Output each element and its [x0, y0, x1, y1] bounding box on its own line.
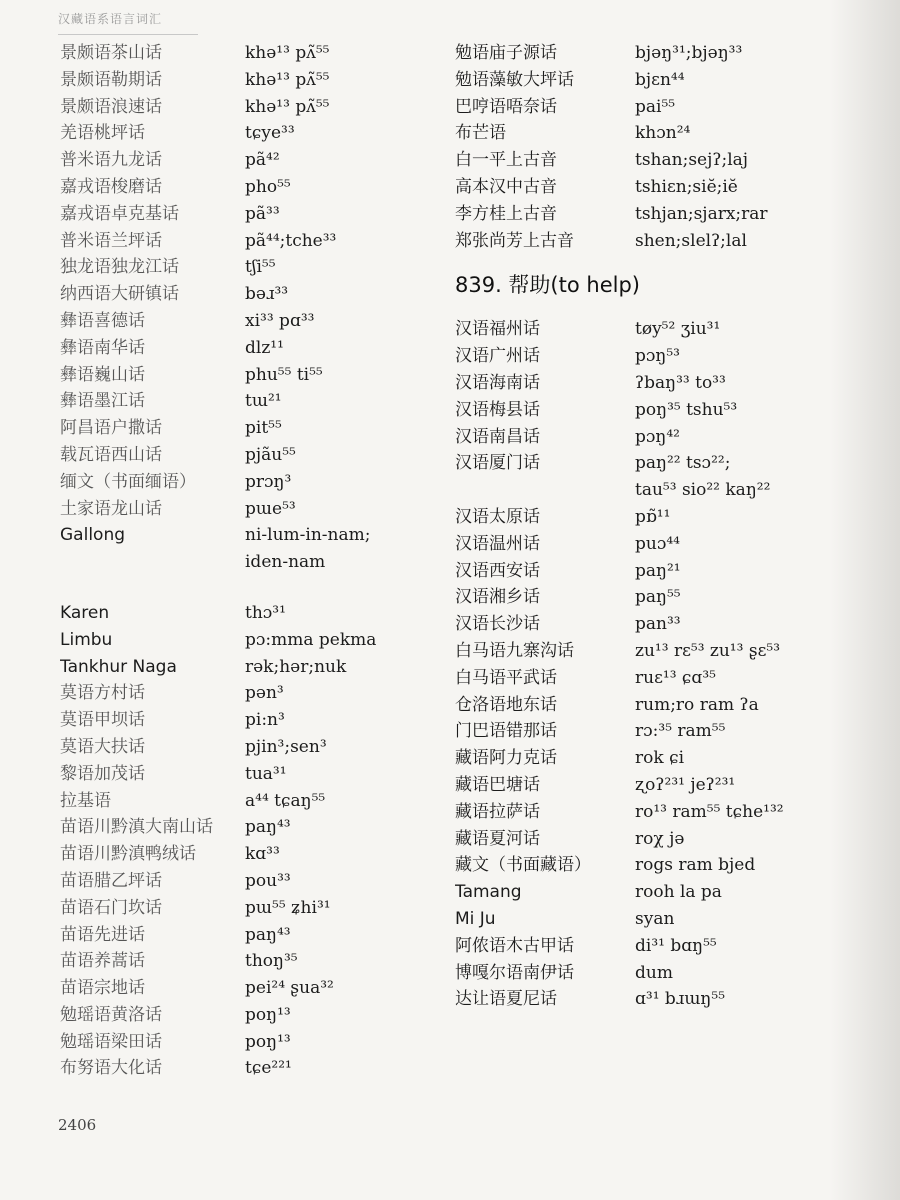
entry-row [455, 986, 795, 1013]
language-name: 土家语龙山话 [60, 498, 162, 519]
transcription: khə¹³ pʌ̃⁵⁵ [245, 96, 330, 117]
entry-row [455, 147, 795, 174]
entry-row [455, 120, 795, 147]
transcription: tau⁵³ sio²² kaŋ²² [635, 480, 771, 501]
transcription: pei²⁴ ʂua³² [245, 978, 334, 999]
language-name: 汉语梅县话 [455, 399, 540, 420]
transcription: xi³³ pɑ³³ [245, 310, 315, 331]
transcription: pɔŋ⁴² [635, 426, 680, 447]
entry-row [455, 228, 795, 255]
language-name: 景颇语浪速话 [60, 96, 162, 117]
entry-row [60, 469, 405, 496]
transcription: pho⁵⁵ [245, 176, 291, 197]
entry-row [60, 496, 405, 523]
language-name: 普米语九龙话 [60, 150, 162, 171]
language-name: 汉语海南话 [455, 372, 540, 393]
entry-row [60, 1055, 405, 1082]
entry-row [455, 906, 795, 933]
transcription: pɯe⁵³ [245, 498, 296, 519]
transcription: pã⁴² [245, 150, 280, 171]
entry-row [60, 40, 405, 67]
entry-row [455, 504, 795, 531]
transcription: bjɛn⁴⁴ [635, 69, 685, 90]
transcription: bjəŋ³¹;bjəŋ³³ [635, 43, 743, 63]
entry-row [455, 611, 795, 638]
language-name: 苗语养蒿话 [60, 951, 145, 972]
language-name: 彝语巍山话 [60, 364, 145, 385]
language-name: 布努语大化话 [60, 1058, 162, 1079]
entry-row [60, 1029, 405, 1056]
entry-row [60, 228, 405, 255]
language-name: 汉语广州话 [455, 346, 540, 367]
transcription: di³¹ bɑŋ⁵⁵ [635, 935, 717, 956]
entry-row [60, 975, 405, 1002]
transcription: pit⁵⁵ [245, 418, 282, 439]
language-name: Tamang [455, 882, 522, 903]
running-head: 汉藏语系语言词汇 [58, 10, 198, 35]
language-name: 苗语石门坎话 [60, 897, 162, 918]
entry-row [60, 362, 405, 389]
transcription: tshjan;sjarx;rar [635, 203, 768, 224]
entry-row [455, 67, 795, 94]
right-top-list [455, 40, 795, 254]
transcription: ruɛ¹³ ɕɑ³⁵ [635, 667, 716, 688]
language-name: 汉语福州话 [455, 319, 540, 340]
entry-row [455, 826, 795, 853]
entry-row [455, 477, 795, 504]
entry-row [60, 627, 405, 654]
transcription: a⁴⁴ tɕaŋ⁵⁵ [245, 790, 326, 811]
entry-row [60, 522, 405, 549]
entry-row [60, 549, 405, 576]
transcription: tshiɛn;siĕ;iĕ [635, 176, 738, 197]
transcription: khɔn²⁴ [635, 123, 691, 144]
transcription: dlz¹¹ [245, 337, 284, 358]
entry-row [455, 343, 795, 370]
language-name: 苗语川黔滇鸭绒话 [60, 844, 196, 865]
language-name: 汉语太原话 [455, 506, 540, 527]
entry-row [60, 788, 405, 815]
entry-row [455, 852, 795, 879]
entry-row [60, 442, 405, 469]
language-name: 黎语加茂话 [60, 763, 145, 784]
language-name: 白一平上古音 [455, 150, 557, 171]
transcription: pɒ̃¹¹ [635, 506, 671, 527]
transcription: tshan;sejʔ;laj [635, 150, 749, 171]
language-name: 藏语巴塘话 [455, 774, 540, 795]
language-name: 莫语甲坝话 [60, 710, 145, 731]
transcription: rɔ:³⁵ ram⁵⁵ [635, 721, 726, 742]
entry-row [455, 665, 795, 692]
entry-row [455, 450, 795, 477]
transcription: pã³³ [245, 203, 280, 224]
entry-row [455, 638, 795, 665]
language-name [455, 477, 635, 504]
entry-row [455, 799, 795, 826]
transcription: bəɹ³³ [245, 284, 289, 305]
entry-row [455, 879, 795, 906]
right-bottom-list [455, 316, 795, 1013]
entry-row [60, 335, 405, 362]
language-name: 藏语阿力克话 [455, 748, 557, 769]
language-name: 布芒语 [455, 123, 506, 144]
transcription: roχ jə [635, 828, 685, 849]
transcription: khə¹³ pʌ̃⁵⁵ [245, 69, 330, 90]
transcription: paŋ⁵⁵ [635, 587, 681, 608]
language-name: 莫语大扶话 [60, 736, 145, 757]
language-name: 高本汉中古音 [455, 176, 557, 197]
transcription: paŋ⁴³ [245, 817, 291, 838]
language-name: 勉语藻敏大坪话 [455, 69, 574, 90]
entry-row [60, 841, 405, 868]
entry-row [455, 370, 795, 397]
entry-row [60, 761, 405, 788]
transcription: ɑ³¹ bɹɯŋ⁵⁵ [635, 989, 726, 1010]
transcription: pɔ:mma pekma [245, 629, 377, 650]
transcription: iden-nam [245, 552, 326, 573]
language-name: 郑张尚芳上古音 [455, 230, 574, 251]
language-name: 缅文（书面缅语） [60, 471, 196, 492]
entry-row [455, 40, 795, 67]
entry-row [455, 201, 795, 228]
transcription: poŋ¹³ [245, 1004, 291, 1025]
language-name: 载瓦语西山话 [60, 444, 162, 465]
entry-row [60, 895, 405, 922]
entry-row [60, 281, 405, 308]
entry-row [60, 308, 405, 335]
entry-row [60, 868, 405, 895]
transcription: dum [635, 962, 673, 983]
entry-row [455, 960, 795, 987]
transcription: tɕye³³ [245, 123, 295, 144]
entry-row [455, 174, 795, 201]
entry-row [455, 424, 795, 451]
language-name: 苗语腊乙坪话 [60, 870, 162, 891]
language-name: 达让语夏尼话 [455, 989, 557, 1010]
entry-row [60, 94, 405, 121]
language-name: 巴哼语唔奈话 [455, 96, 557, 117]
transcription: thoŋ³⁵ [245, 951, 298, 972]
entry-row [60, 174, 405, 201]
transcription: pən³ [245, 683, 284, 704]
language-name: 藏文（书面藏语） [455, 855, 591, 876]
language-name: 白马语九寨沟话 [455, 640, 574, 661]
language-name: Karen [60, 602, 110, 623]
language-name: 勉瑶语黄洛话 [60, 1004, 162, 1025]
language-name: 汉语南昌话 [455, 426, 540, 447]
page-edge-shadow [830, 0, 900, 1200]
language-name: 李方桂上古音 [455, 203, 557, 224]
language-name: 苗语宗地话 [60, 978, 145, 999]
transcription: pjin³;sen³ [245, 736, 327, 757]
transcription: ʐoʔ²³¹ jeʔ²³¹ [635, 774, 736, 795]
entry-row [60, 814, 405, 841]
transcription: tɯ²¹ [245, 391, 282, 412]
language-name: Gallong [60, 525, 126, 546]
transcription: ʔbaŋ³³ to³³ [635, 372, 726, 393]
language-name: 苗语川黔滇大南山话 [60, 817, 213, 838]
transcription: thɔ³¹ [245, 602, 286, 623]
transcription: rok ɕi [635, 748, 685, 769]
entry-row [60, 922, 405, 949]
transcription: prɔŋ³ [245, 471, 292, 492]
transcription: rum;ro ram ʔa [635, 694, 759, 715]
language-name: 白马语平武话 [455, 667, 557, 688]
entry-row [60, 707, 405, 734]
entry-row [455, 772, 795, 799]
transcription: paŋ⁴³ [245, 924, 291, 945]
language-name: 汉语温州话 [455, 533, 540, 554]
transcription: tʃi⁵⁵ [245, 257, 276, 278]
transcription: kɑ³³ [245, 844, 280, 865]
language-name: 嘉戎语卓克基话 [60, 203, 179, 224]
entry-row [455, 531, 795, 558]
language-name: 仓洛语地东话 [455, 694, 557, 715]
language-name: 普米语兰坪话 [60, 230, 162, 251]
transcription: rogs ram bjed [635, 855, 756, 876]
language-name: 汉语长沙话 [455, 614, 540, 635]
entry-row [455, 692, 795, 719]
page-number: 2406 [58, 1116, 97, 1134]
entry-row [455, 718, 795, 745]
language-name: 博嘎尔语南伊话 [455, 962, 574, 983]
transcription: ro¹³ ram⁵⁵ tɕhe¹³² [635, 801, 784, 822]
language-name: 彝语墨江话 [60, 391, 145, 412]
language-name: 汉语西安话 [455, 560, 540, 581]
transcription: paŋ²² tsɔ²²; [635, 453, 731, 474]
language-name: 纳西语大研镇话 [60, 284, 179, 305]
entry-row [455, 584, 795, 611]
transcription: pɯ⁵⁵ ʑhi³¹ [245, 897, 331, 918]
transcription: shen;slelʔ;lal [635, 230, 747, 251]
entry-row [60, 948, 405, 975]
right-column [455, 40, 795, 1013]
language-name: Tankhur Naga [60, 656, 177, 677]
entry-row [60, 734, 405, 761]
entry-row [455, 745, 795, 772]
transcription: poŋ¹³ [245, 1031, 291, 1052]
transcription: tøy⁵² ʒiu³¹ [635, 319, 721, 340]
entry-row [60, 680, 405, 707]
language-name: 藏语拉萨话 [455, 801, 540, 822]
language-name: 门巴语错那话 [455, 721, 557, 742]
transcription: pi:n³ [245, 710, 285, 731]
transcription: pan³³ [635, 614, 681, 635]
entry-row [60, 120, 405, 147]
language-name [60, 549, 245, 576]
entry-row [60, 654, 405, 681]
language-name: 汉语湘乡话 [455, 587, 540, 608]
transcription: ni-lum-in-nam; [245, 525, 371, 546]
entry-row [455, 94, 795, 121]
transcription: rooh la pa [635, 882, 722, 903]
row-spacer [60, 576, 405, 600]
language-name: 藏语夏河话 [455, 828, 540, 849]
language-name: 苗语先进话 [60, 924, 145, 945]
entry-row [60, 388, 405, 415]
entry-row [60, 67, 405, 94]
language-name: 阿侬语木古甲话 [455, 935, 574, 956]
language-name: Mi Ju [455, 908, 496, 929]
transcription: tɕe²²¹ [245, 1058, 292, 1079]
entry-row [455, 558, 795, 585]
transcription: pjãu⁵⁵ [245, 444, 296, 465]
entry-row [455, 397, 795, 424]
transcription: khə¹³ pʌ̃⁵⁵ [245, 43, 330, 63]
left-column [60, 40, 405, 1082]
transcription: tua³¹ [245, 763, 287, 784]
language-name: 勉瑶语梁田话 [60, 1031, 162, 1052]
transcription: pai⁵⁵ [635, 96, 676, 117]
transcription: poŋ³⁵ tshu⁵³ [635, 399, 738, 420]
transcription: pɔŋ⁵³ [635, 346, 680, 367]
transcription: pã⁴⁴;tche³³ [245, 230, 337, 251]
language-name: 汉语厦门话 [455, 453, 540, 474]
language-name: Limbu [60, 629, 113, 650]
transcription: puɔ⁴⁴ [635, 533, 680, 554]
language-name: 莫语方村话 [60, 683, 145, 704]
transcription: phu⁵⁵ ti⁵⁵ [245, 364, 323, 385]
entry-row [60, 600, 405, 627]
entry-row [455, 316, 795, 343]
entry-row [60, 254, 405, 281]
language-name: 羌语桃坪话 [60, 123, 145, 144]
language-name: 景颇语勒期话 [60, 69, 162, 90]
transcription: pou³³ [245, 870, 291, 891]
language-name: 拉基语 [60, 790, 111, 811]
section-heading: 839. 帮助(to help) [455, 273, 640, 298]
entry-row [60, 147, 405, 174]
language-name: 嘉戎语梭磨话 [60, 176, 162, 197]
language-name: 景颇语茶山话 [60, 43, 162, 63]
transcription: rək;hər;nuk [245, 656, 347, 677]
entry-row [455, 933, 795, 960]
language-name: 阿昌语户撒话 [60, 418, 162, 439]
transcription: paŋ²¹ [635, 560, 681, 581]
entry-row [60, 1002, 405, 1029]
language-name: 独龙语独龙江话 [60, 257, 179, 278]
entry-row [60, 201, 405, 228]
language-name: 彝语南华话 [60, 337, 145, 358]
transcription: syan [635, 908, 675, 929]
language-name: 勉语庙子源话 [455, 43, 557, 63]
language-name: 彝语喜德话 [60, 310, 145, 331]
transcription: zu¹³ rɛ⁵³ zu¹³ ʂɛ⁵³ [635, 640, 781, 661]
entry-row [60, 415, 405, 442]
